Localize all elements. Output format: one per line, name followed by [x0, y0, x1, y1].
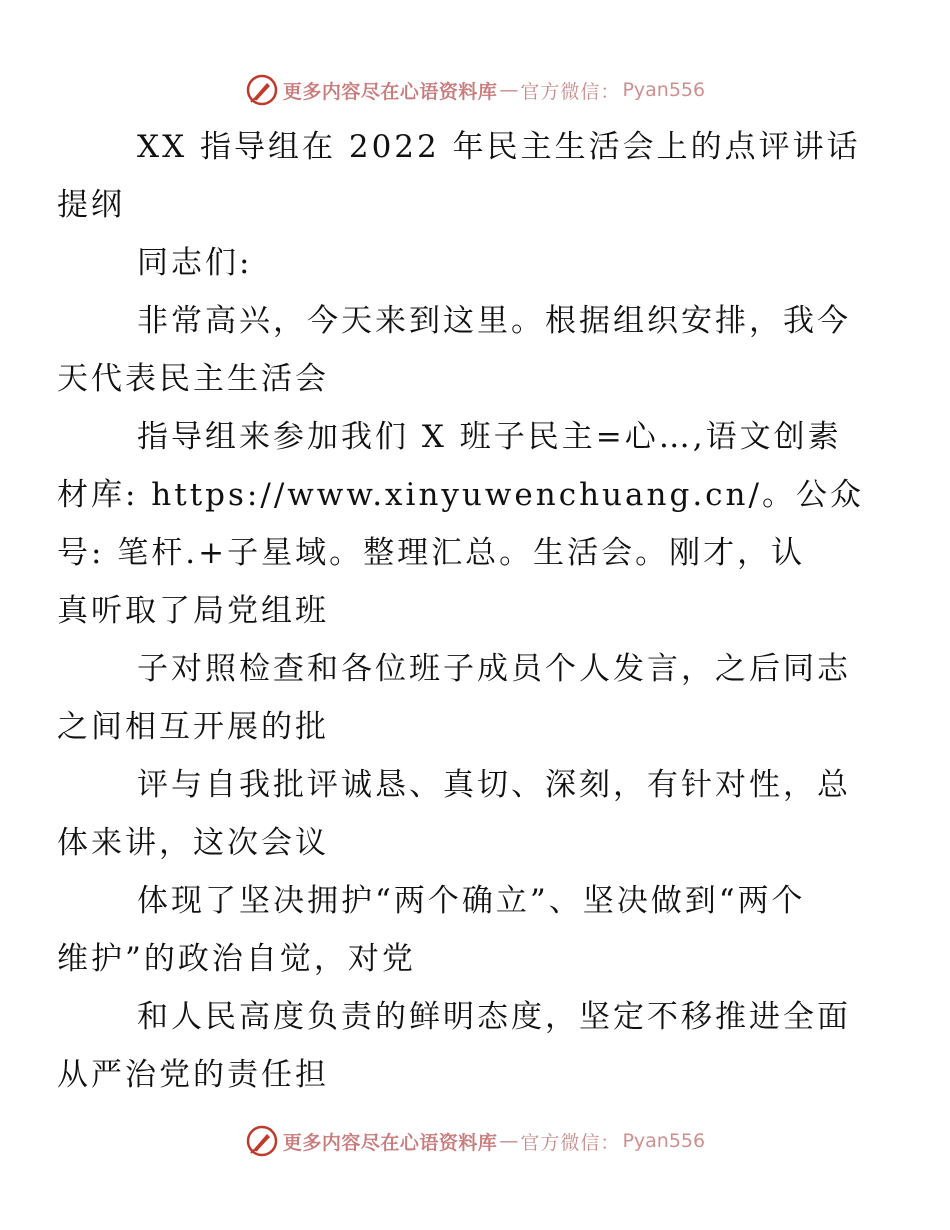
greeting — [97, 234, 857, 292]
paragraph-line: 之间相互开展的批 — [57, 709, 329, 745]
document-title — [57, 118, 861, 234]
watermark-separator: — — [499, 79, 519, 101]
paragraph-line: 天代表民主生活会 — [57, 361, 329, 397]
document-body — [57, 118, 864, 1104]
paragraph — [57, 756, 857, 872]
watermark-main-text: 更多内容尽在心语资料库 — [282, 80, 498, 103]
watermark-label: 官方微信： — [520, 80, 621, 103]
paragraph-line: 非常高兴，今天来到这里。根据组织安排，我今 — [137, 303, 851, 339]
paragraph-line: 指导组来参加我们 X 班子民主=心…,语文创素 — [137, 419, 842, 455]
watermark-wechat-id: Pyan556 — [622, 1130, 706, 1152]
paragraph-line: 号: 笔杆.+子星域。整理汇总。生活会。刚才，认 — [57, 535, 806, 571]
watermark-header — [0, 70, 950, 110]
paragraph-line: 从严治党的责任担 — [57, 1057, 329, 1093]
pen-logo-icon — [245, 73, 279, 107]
paragraph — [57, 988, 857, 1104]
paragraph-line: 材库: https://www.xinyuwenchuang.cn/。公众 — [57, 477, 864, 513]
paragraph — [57, 872, 857, 988]
watermark-main-text: 更多内容尽在心语资料库 — [282, 1131, 498, 1154]
watermark-footer — [0, 1121, 950, 1161]
watermark-separator: — — [499, 1130, 519, 1152]
paragraph — [57, 408, 864, 640]
paragraph-line: 体来讲，这次会议 — [57, 825, 329, 861]
title-line: XX 指导组在 2022 年民主生活会上的点评讲话 — [137, 129, 861, 165]
pen-logo-icon — [245, 1124, 279, 1158]
title-line: 提纲 — [57, 187, 125, 223]
watermark-label: 官方微信： — [520, 1131, 621, 1154]
paragraph-line: 真听取了局党组班 — [57, 593, 329, 629]
paragraph-line: 维护”的政治自觉，对党 — [57, 941, 416, 977]
paragraph-line: 和人民高度负责的鲜明态度，坚定不移推进全面 — [137, 999, 851, 1035]
watermark-wechat-id: Pyan556 — [622, 79, 706, 101]
greeting-line: 同志们: — [137, 245, 253, 281]
paragraph-line: 评与自我批评诚恳、真切、深刻，有针对性，总 — [137, 767, 851, 803]
paragraph — [57, 640, 857, 756]
paragraph — [57, 292, 857, 408]
paragraph-line: 体现了坚决拥护“两个确立”、坚决做到“两个 — [137, 883, 806, 919]
paragraph-line: 子对照检查和各位班子成员个人发言，之后同志 — [137, 651, 851, 687]
